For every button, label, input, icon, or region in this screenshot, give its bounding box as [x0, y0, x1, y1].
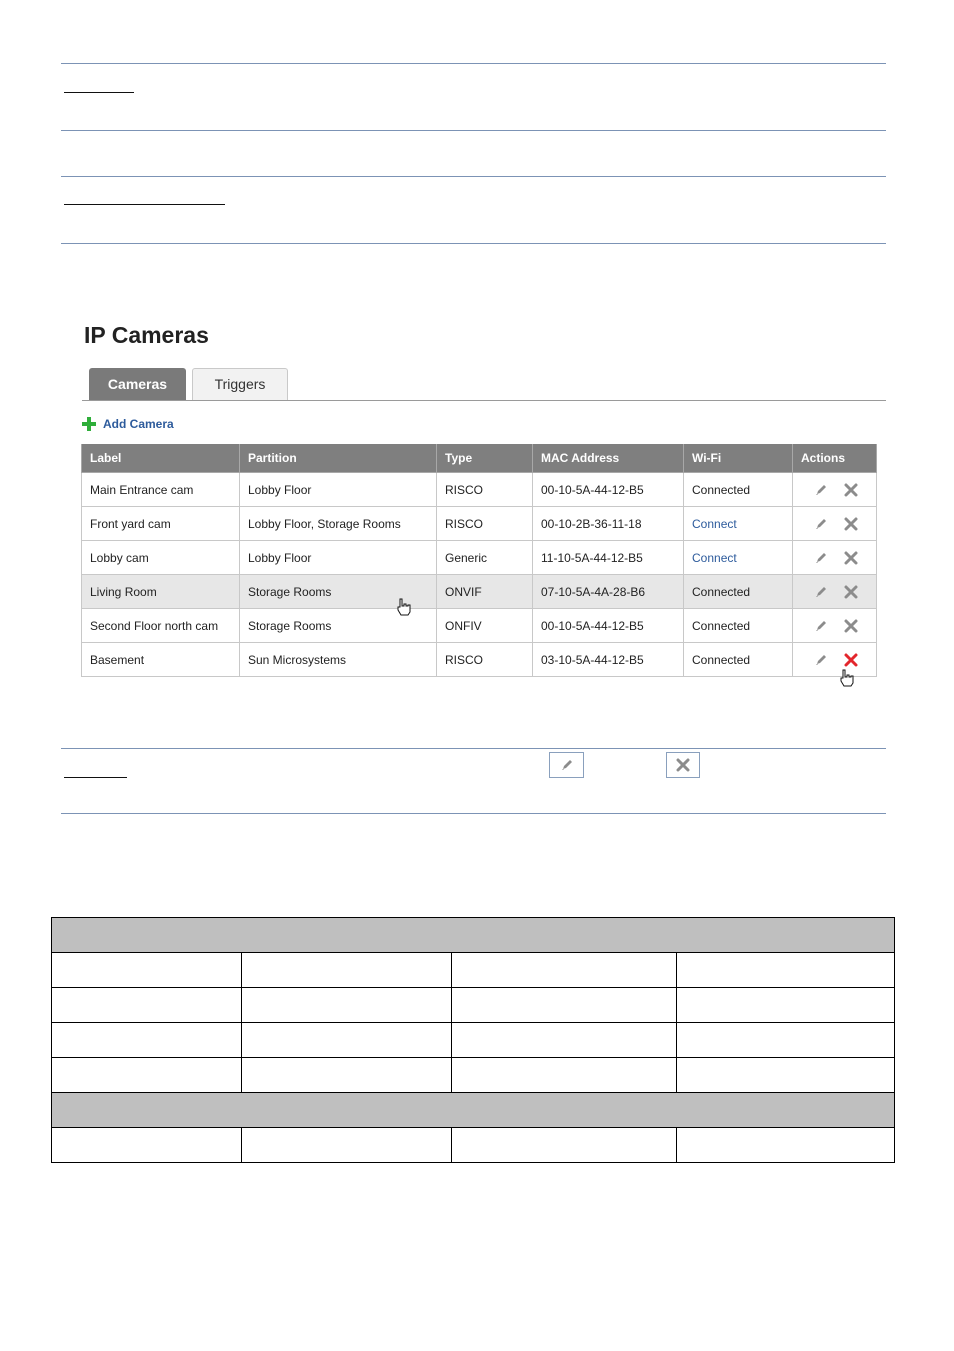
add-camera-label: Add Camera [103, 417, 174, 431]
blank-underline-2 [64, 204, 225, 205]
wifi-connect-link[interactable]: Connect [692, 516, 737, 531]
grid-cell [452, 988, 677, 1023]
cell-type: Generic [437, 541, 533, 575]
cell-label: Main Entrance cam [82, 473, 240, 507]
grid-cell [52, 988, 242, 1023]
table-row[interactable] [82, 643, 877, 677]
rule-6 [61, 813, 886, 814]
grid-cell [677, 953, 895, 988]
wifi-connect-link[interactable]: Connect [692, 550, 737, 565]
grid-row [52, 988, 895, 1023]
grid-cell [242, 1023, 452, 1058]
grid-band-row [52, 918, 895, 953]
pencil-icon[interactable] [813, 584, 829, 600]
page-title: IP Cameras [84, 322, 209, 348]
grid-cell [677, 1058, 895, 1093]
cell-mac: 07-10-5A-4A-28-B6 [533, 575, 684, 609]
hand-cursor-icon [838, 668, 856, 688]
column-header-actions: Actions [793, 444, 877, 473]
grid-cell [677, 1128, 895, 1163]
cell-label: Living Room [82, 575, 240, 609]
grid-cell [52, 1128, 242, 1163]
cell-partition: Lobby Floor, Storage Rooms [240, 507, 437, 541]
cell-mac: 00-10-2B-36-11-18 [533, 507, 684, 541]
cell-wifi: Connected [684, 473, 793, 507]
grid-cell [242, 1128, 452, 1163]
cell-wifi: Connected [684, 643, 793, 677]
column-header-mac[interactable]: MAC Address [533, 444, 684, 473]
grid-cell [242, 953, 452, 988]
cell-partition: Sun Microsystems [240, 643, 437, 677]
grid-cell [242, 1058, 452, 1093]
cell-partition: Lobby Floor [240, 473, 437, 507]
grid-row [52, 1128, 895, 1163]
cell-mac: 00-10-5A-44-12-B5 [533, 609, 684, 643]
rule-3 [61, 176, 886, 177]
delete-icon[interactable] [843, 618, 859, 634]
delete-icon[interactable] [843, 584, 859, 600]
cell-actions [793, 473, 877, 507]
cell-actions [793, 575, 877, 609]
cameras-table [81, 444, 877, 677]
delete-icon[interactable] [843, 516, 859, 532]
edit-icon-legend [549, 752, 584, 778]
cell-type: RISCO [437, 507, 533, 541]
cell-wifi: Connected [684, 609, 793, 643]
grid-cell [52, 1058, 242, 1093]
pencil-icon [559, 757, 575, 773]
cell-actions [793, 507, 877, 541]
grid-band-cell [52, 918, 895, 953]
pencil-icon[interactable] [813, 482, 829, 498]
cell-label: Front yard cam [82, 507, 240, 541]
cell-mac: 11-10-5A-44-12-B5 [533, 541, 684, 575]
cell-type: ONFIV [437, 609, 533, 643]
grid-cell [452, 953, 677, 988]
cell-partition: Lobby Floor [240, 541, 437, 575]
grid-cell [52, 1023, 242, 1058]
cell-label: Lobby cam [82, 541, 240, 575]
delete-icon-active[interactable] [843, 652, 859, 668]
document-grid [51, 917, 895, 1163]
grid-cell [452, 1058, 677, 1093]
blank-underline-1 [64, 92, 134, 93]
cell-actions [793, 643, 877, 677]
cell-type: RISCO [437, 643, 533, 677]
grid-row [52, 1058, 895, 1093]
grid-cell [52, 953, 242, 988]
table-row[interactable] [82, 575, 877, 609]
cell-type: ONVIF [437, 575, 533, 609]
rule-1 [61, 63, 886, 64]
cell-label: Second Floor north cam [82, 609, 240, 643]
delete-icon[interactable] [843, 482, 859, 498]
cell-wifi [684, 541, 793, 575]
hand-cursor-icon [395, 597, 413, 617]
cell-wifi: Connected [684, 575, 793, 609]
tab-cameras[interactable]: Cameras [89, 368, 186, 400]
grid-band-cell [52, 1093, 895, 1128]
grid-cell [677, 988, 895, 1023]
cell-actions [793, 541, 877, 575]
cell-actions [793, 609, 877, 643]
cell-mac: 03-10-5A-44-12-B5 [533, 643, 684, 677]
table-row[interactable] [82, 507, 877, 541]
grid-cell [242, 988, 452, 1023]
cell-type: RISCO [437, 473, 533, 507]
cell-mac: 00-10-5A-44-12-B5 [533, 473, 684, 507]
column-header-wifi[interactable]: Wi-Fi [684, 444, 793, 473]
column-header-type[interactable]: Type [437, 444, 533, 473]
column-header-label[interactable]: Label [82, 444, 240, 473]
rule-4 [61, 243, 886, 244]
grid-cell [452, 1128, 677, 1163]
pencil-icon[interactable] [813, 652, 829, 668]
tab-triggers[interactable]: Triggers [192, 368, 288, 400]
delete-icon-legend [666, 752, 700, 778]
pencil-icon[interactable] [813, 516, 829, 532]
delete-icon [675, 757, 691, 773]
tab-bar [82, 368, 886, 401]
rule-2 [61, 130, 886, 131]
column-header-partition[interactable]: Partition [240, 444, 437, 473]
cell-label: Basement [82, 643, 240, 677]
pencil-icon[interactable] [813, 618, 829, 634]
cell-wifi [684, 507, 793, 541]
cell-partition: Storage Rooms [240, 609, 437, 643]
cell-partition: Storage Rooms [240, 575, 437, 609]
table-row[interactable] [82, 609, 877, 643]
plus-icon [82, 417, 96, 431]
grid-cell [452, 1023, 677, 1058]
pencil-icon[interactable] [813, 550, 829, 566]
grid-band-row [52, 1093, 895, 1128]
grid-cell [677, 1023, 895, 1058]
rule-5 [61, 748, 886, 749]
table-row[interactable] [82, 541, 877, 575]
delete-icon[interactable] [843, 550, 859, 566]
table-row[interactable] [82, 473, 877, 507]
grid-row [52, 953, 895, 988]
add-camera-button[interactable] [82, 415, 174, 433]
blank-underline-3 [64, 777, 127, 778]
grid-row [52, 1023, 895, 1058]
